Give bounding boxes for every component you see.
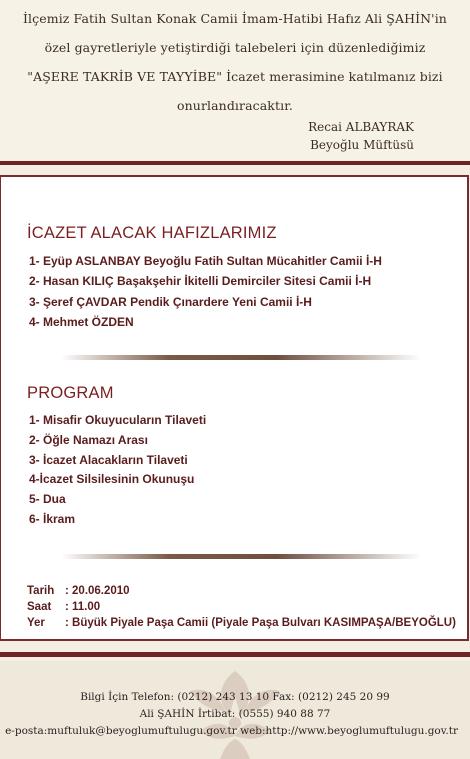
- section-divider: [61, 355, 421, 360]
- list-item: 1- Misafir Okuyucuların Tilaveti: [29, 413, 207, 427]
- bottom-divider: [0, 652, 470, 657]
- invitation-line: onurlandıracaktır.: [177, 98, 293, 113]
- program-panel: [0, 175, 469, 641]
- date-row: [27, 583, 456, 599]
- section-divider: [61, 554, 421, 559]
- list-item: 4- Mehmet ÖZDEN: [29, 314, 134, 329]
- list-item: 3- Şeref ÇAVDAR Pendik Çınardere Yeni Camii İ-H: [29, 294, 312, 309]
- contact-web: e-posta:muftuluk@beyoglumuftulugu.gov.tr web:http://www.beyoglumuftulugu.gov.tr: [5, 725, 458, 737]
- program-heading: PROGRAM: [27, 384, 114, 402]
- list-item: 1- Eyüp ASLANBAY Beyoğlu Fatih Sultan Mücahitler Camii İ-H: [29, 254, 382, 268]
- list-item: 3- İcazet Alacakların Tilaveti: [29, 452, 188, 467]
- list-item: 2- Hasan KILIÇ Başakşehir İkitelli Demirciler Sitesi Camii İ-H: [29, 274, 372, 289]
- top-divider: [0, 161, 470, 165]
- invitation-line: İlçemiz Fatih Sultan Konak Camii İmam-Hatibi Hafız Ali ŞAHİN'in: [23, 11, 447, 26]
- place-label: Yer: [27, 617, 45, 629]
- time-value: : 11.00: [65, 601, 101, 613]
- hafizlar-list: [29, 251, 382, 332]
- signature: [308, 118, 414, 154]
- list-item: 2- Öğle Namazı Arası: [29, 432, 148, 447]
- list-item: 6- İkram: [29, 511, 76, 526]
- contact-info: [0, 689, 470, 740]
- date-value: : 20.06.2010: [65, 585, 130, 597]
- signature-name: Recai ALBAYRAK: [308, 120, 414, 134]
- invitation-text: [18, 4, 452, 120]
- signature-title: Beyoğlu Müftüsü: [310, 138, 414, 152]
- footer: [0, 661, 470, 759]
- invitation-header: [0, 0, 470, 160]
- place-row: [27, 615, 456, 631]
- contact-person: Ali ŞAHİN İrtibat: (0555) 940 88 77: [139, 708, 331, 720]
- contact-phone: Bilgi İçin Telefon: (0212) 243 13 10 Fax: (0212) 245 20 99: [80, 691, 390, 703]
- date-label: Tarih: [27, 585, 55, 597]
- place-value: : Büyük Piyale Paşa Camii (Piyale Paşa Bulvarı KASIMPAŞA/BEYOĞLU): [65, 617, 456, 629]
- time-label: Saat: [27, 601, 52, 613]
- time-row: [27, 599, 456, 615]
- list-item: 5- Dua: [29, 492, 66, 507]
- invitation-line: özel gayretleriyle yetiştirdiği talebeleri için düzenlediğimiz: [44, 40, 426, 55]
- hafizlar-heading: İCAZET ALACAK HAFIZLARIMIZ: [27, 224, 277, 242]
- list-item: 4-İcazet Silsilesinin Okunuşu: [29, 472, 195, 487]
- invitation-line: "AŞERE TAKRİB VE TAYYİBE" İcazet merasimine katılmanız bizi: [27, 69, 443, 84]
- event-details: [27, 583, 456, 631]
- program-list: [29, 411, 206, 530]
